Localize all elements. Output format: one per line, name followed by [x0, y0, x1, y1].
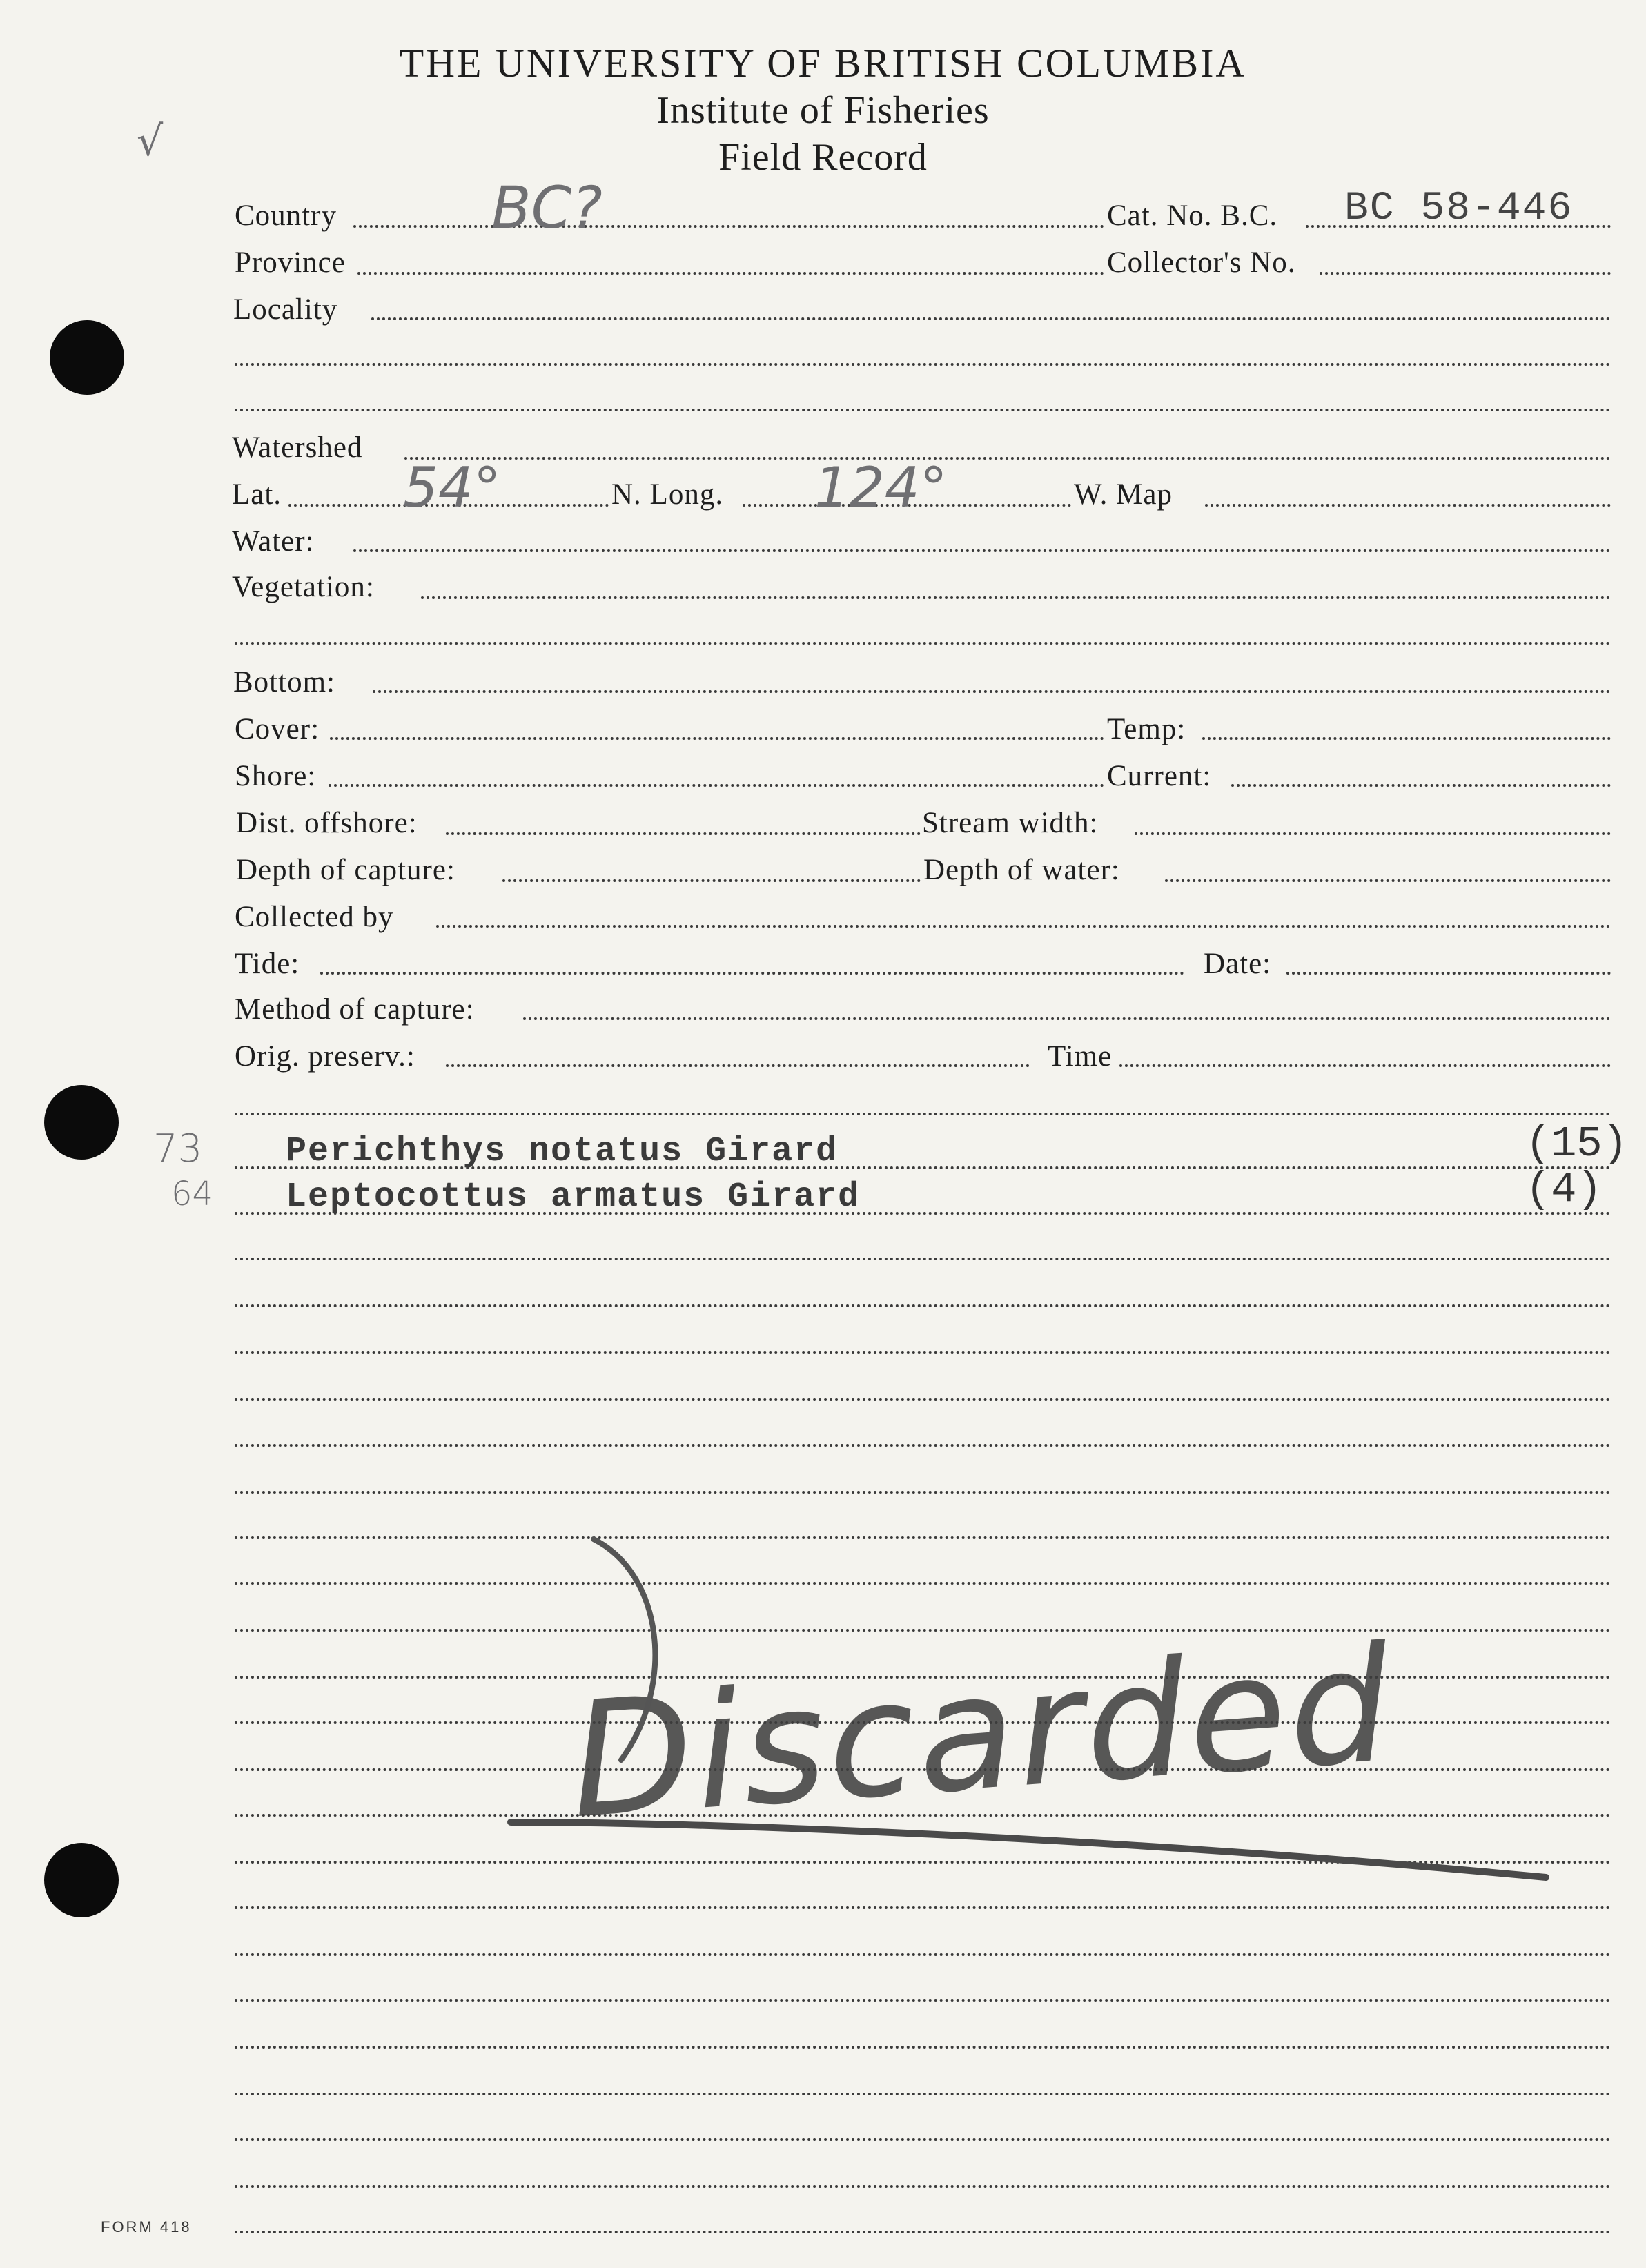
tide-label: Tide:: [235, 948, 300, 980]
stream-width-field[interactable]: [1135, 832, 1611, 835]
discarded-underline: [483, 1532, 1560, 1905]
date-field[interactable]: [1286, 972, 1611, 975]
dist-offshore-field[interactable]: [446, 832, 921, 835]
dist-offshore-label: Dist. offshore:: [236, 807, 418, 839]
form-number: FORM 418: [101, 2218, 192, 2236]
province-label: Province: [235, 246, 346, 279]
blank-line[interactable]: [235, 2185, 1611, 2188]
locality-label: Locality: [233, 293, 338, 326]
blank-line[interactable]: [235, 1351, 1611, 1354]
country-field[interactable]: [353, 225, 1104, 228]
punch-hole: [44, 1843, 119, 1917]
orig-preserv-label: Orig. preserv.:: [235, 1040, 415, 1073]
method-field[interactable]: [523, 1017, 1611, 1020]
current-label: Current:: [1107, 760, 1212, 792]
blank-line[interactable]: [235, 1398, 1611, 1401]
collectors-no-label: Collector's No.: [1107, 246, 1296, 279]
cat-no-label: Cat. No. B.C.: [1107, 199, 1278, 232]
vegetation-label: Vegetation:: [232, 571, 375, 603]
collected-by-field[interactable]: [436, 925, 1611, 928]
record-title: Field Record: [718, 136, 928, 179]
orig-preserv-field[interactable]: [446, 1064, 1030, 1067]
shore-field[interactable]: [329, 784, 1104, 787]
vegetation-line[interactable]: [235, 642, 1611, 645]
country-label: Country: [235, 199, 337, 232]
depth-water-label: Depth of water:: [923, 854, 1120, 886]
watershed-label: Watershed: [232, 431, 363, 464]
blank-line[interactable]: [235, 2231, 1611, 2233]
blank-line[interactable]: [235, 1444, 1611, 1447]
blank-line[interactable]: [235, 1953, 1611, 1956]
species-number: 64: [171, 1175, 214, 1213]
water-field[interactable]: [353, 549, 1611, 552]
blank-line[interactable]: [235, 1906, 1611, 1909]
blank-line[interactable]: [235, 2046, 1611, 2049]
long-value: 124°: [814, 456, 948, 520]
species-name: Leptocottus armatus Girard: [286, 1177, 861, 1217]
map-field[interactable]: [1205, 504, 1611, 507]
cat-no-value: BC 58-446: [1344, 186, 1574, 231]
depth-capture-label: Depth of capture:: [236, 854, 455, 886]
tide-field[interactable]: [320, 972, 1184, 975]
w-map-label: W. Map: [1074, 478, 1173, 511]
method-label: Method of capture:: [235, 993, 475, 1026]
institute-subtitle: Institute of Fisheries: [656, 89, 990, 132]
depth-water-field[interactable]: [1165, 879, 1611, 882]
blank-line[interactable]: [235, 1304, 1611, 1307]
date-label: Date:: [1204, 948, 1272, 980]
water-label: Water:: [232, 525, 315, 558]
blank-line[interactable]: [235, 1491, 1611, 1494]
country-value: BC?: [491, 174, 602, 242]
punch-hole: [50, 320, 124, 395]
university-title: THE UNIVERSITY OF BRITISH COLUMBIA: [399, 41, 1247, 86]
temp-label: Temp:: [1107, 713, 1186, 745]
depth-capture-field[interactable]: [502, 879, 921, 882]
time-field[interactable]: [1119, 1064, 1611, 1067]
cover-label: Cover:: [235, 713, 320, 745]
time-label: Time: [1048, 1040, 1113, 1073]
province-field[interactable]: [357, 272, 1104, 275]
shore-label: Shore:: [235, 760, 317, 792]
species-count: (15): [1525, 1120, 1628, 1169]
bottom-label: Bottom:: [233, 666, 335, 698]
species-name: Perichthys notatus Girard: [286, 1132, 839, 1171]
bottom-field[interactable]: [373, 690, 1611, 693]
collectors-no-field[interactable]: [1320, 272, 1611, 275]
punch-hole: [44, 1085, 119, 1160]
check-mark: √: [137, 117, 164, 166]
blank-line[interactable]: [235, 2138, 1611, 2141]
vegetation-field[interactable]: [421, 596, 1611, 599]
current-field[interactable]: [1231, 784, 1611, 787]
stream-width-label: Stream width:: [922, 807, 1099, 839]
species-count: (4): [1525, 1165, 1603, 1214]
lat-value: 54°: [403, 456, 501, 520]
blank-line[interactable]: [235, 1999, 1611, 2002]
locality-line[interactable]: [235, 363, 1611, 366]
blank-line[interactable]: [235, 1258, 1611, 1260]
locality-line[interactable]: [235, 409, 1611, 411]
lat-label: Lat.: [232, 478, 282, 511]
species-number: 73: [153, 1126, 203, 1171]
locality-field[interactable]: [371, 317, 1611, 320]
blank-line[interactable]: [235, 2093, 1611, 2095]
discarded-annotation: Discarded: [565, 1612, 1399, 1855]
n-long-label: N. Long.: [611, 478, 724, 511]
cover-field[interactable]: [330, 737, 1104, 740]
blank-line[interactable]: [235, 1113, 1611, 1115]
temp-field[interactable]: [1202, 737, 1611, 740]
collected-by-label: Collected by: [235, 901, 394, 933]
watershed-field[interactable]: [404, 457, 1611, 460]
